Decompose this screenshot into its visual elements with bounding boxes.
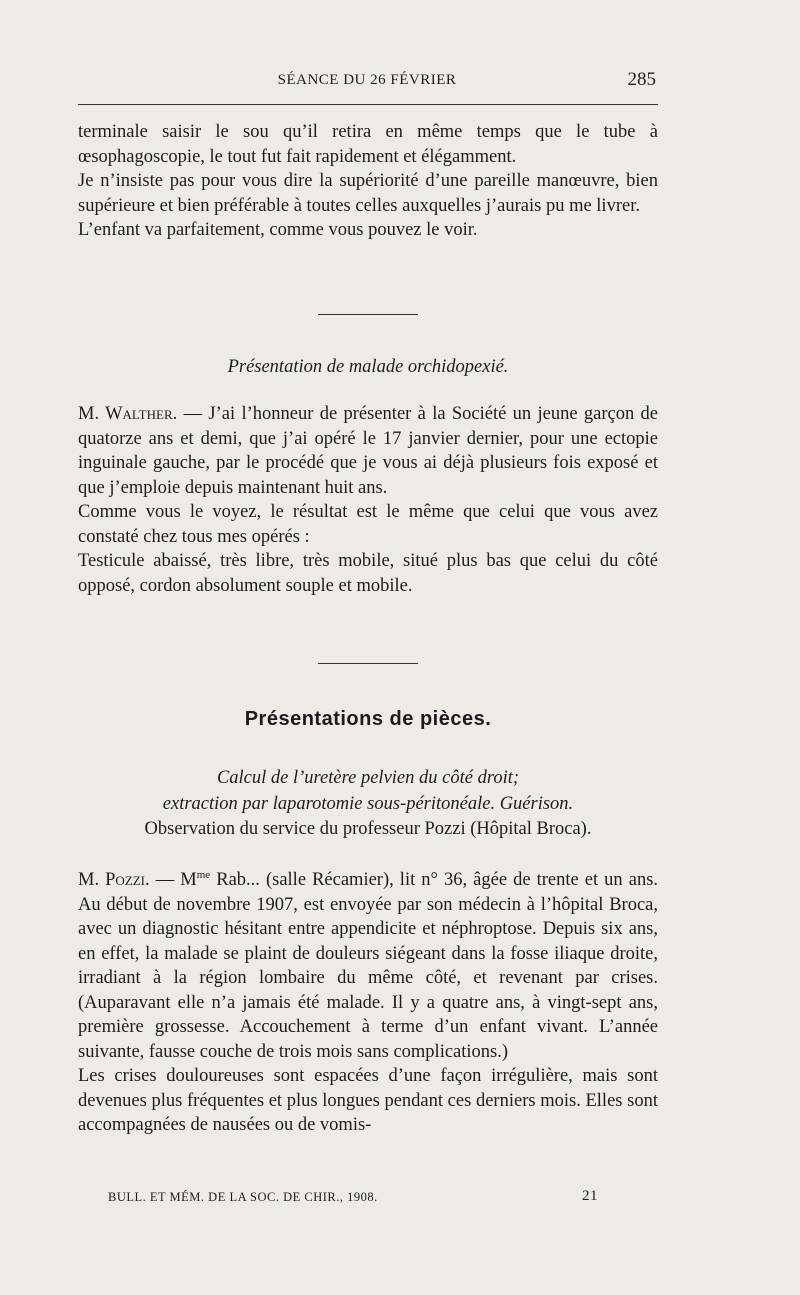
footer-citation: BULL. ET MÉM. DE LA SOC. DE CHIR., 1908.	[108, 1190, 378, 1204]
presentation-title: Présentation de malade orchidopexié.	[227, 357, 509, 377]
signature-mark: 21	[582, 1188, 598, 1204]
paragraph: Je n’insiste pas pour vous dire la supériorité d’une pareille manœuvre, bien supérieure et bien préférable à toutes celles auxquelles j’aurais pu me livrer.	[78, 171, 658, 216]
subtitle-line: Calcul de l’uretère pelvien du côté droit;	[216, 768, 520, 788]
paragraph: M. Walther. — J’ai l’honneur de présenter à la Société un jeune garçon de quatorze ans et demi, que j’ai opéré le 17 janvier dernier, pour une ectopie inguinale gauche, par le procédé que je vous ai déjà plusieurs fois exposé et que j’emploie depuis maintenant huit ans.	[78, 404, 659, 498]
section-heading: Présentations de pièces.	[244, 708, 492, 730]
paragraph: Comme vous le voyez, le résultat est le même que celui que vous avez constaté chez tous mes opérés :	[78, 502, 658, 547]
paragraph: M. Pozzi. — $M^{me}$ Rab... (salle Récamier), lit n° 36, âgée de trente et un ans. Au début de novembre 1907, est envoyée par son médecin à l’hôpital Broca, avec un diagnostic hésitant entre appendicite et néphroptose. Depuis six ans, en effet, la malade se plaint de douleurs siégeant dans la fosse iliaque droite, irradiant à la région lombaire du même côté, et revenant par crises. (Auparavant elle n’a jamais été malade. Il y a quatre ans, à vingt-sept ans, première grossesse. Accouchement à terme d’un enfant vivant. L’année suivante, fausse couche de trois mois sans complications.)	[78, 868, 659, 1062]
subtitle-line: extraction par laparotomie sous-péritonéale. Guérison.	[162, 794, 574, 814]
pieces-body	[78, 868, 658, 1138]
paragraph: Les crises douloureuses sont espacées d’une façon irrégulière, mais sont devenues plus fréquentes et plus longues pendant ces derniers mois. Elles sont accompagnées de nausées ou de vomis-	[78, 1066, 658, 1135]
presentation-body	[78, 402, 658, 598]
speaker-name: M. Pozzi.	[78, 870, 150, 890]
page-number: 285	[627, 69, 656, 90]
subtitle-line: Observation du service du professeur Pozzi (Hôpital Broca).	[144, 819, 592, 839]
section-separator	[318, 314, 418, 315]
section-continued-text	[78, 120, 658, 243]
speaker-name: M. Walther.	[78, 404, 178, 424]
running-head	[78, 69, 656, 96]
running-title: SÉANCE DU 26 FÉVRIER	[277, 72, 457, 88]
paragraph: L’enfant va parfaitement, comme vous pouvez le voir.	[78, 220, 478, 240]
page-footer	[108, 1190, 598, 1205]
section-separator	[318, 663, 418, 664]
header-rule	[78, 104, 658, 105]
paragraph: terminale saisir le sou qu’il retira en même temps que le tube à œsophagoscopie, le tout fut fait rapidement et élégamment.	[78, 122, 658, 167]
paragraph: Testicule abaissé, très libre, très mobile, situé plus bas que celui du côté opposé, cordon absolument souple et mobile.	[78, 551, 658, 596]
